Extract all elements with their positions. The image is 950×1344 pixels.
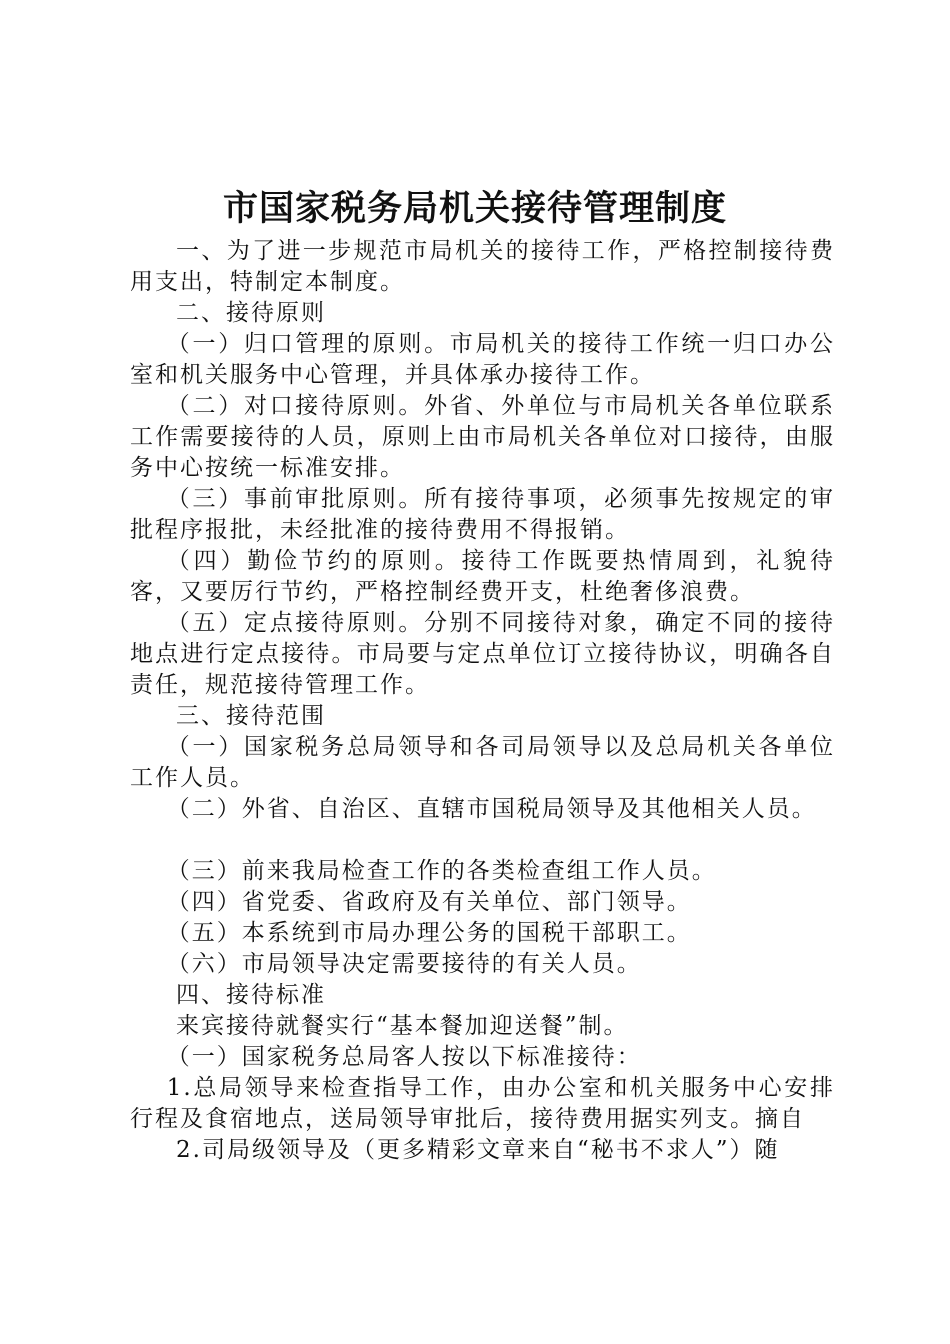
scope-1: （一）国家税务总局领导和各司局领导以及总局机关各单位工作人员。 (130, 734, 835, 791)
principle-4: （四）勤俭节约的原则。接待工作既要热情周到，礼貌待客，又要厉行节约，严格控制经费开支，杜绝奢侈浪费。 (130, 548, 835, 605)
standards-subitem-1: 1.总局领导来检查指导工作，由办公室和机关服务中心安排行程及食宿地点，送局领导审批后，接待费用据实列支。摘自 (130, 1075, 835, 1132)
principle-1: （一）归口管理的原则。市局机关的接待工作统一归口办公室和机关服务中心管理，并具体承办接待工作。 (130, 331, 835, 388)
section-heading-scope: 三、接待范围 (176, 703, 326, 729)
document-title: 市国家税务局机关接待管理制度 (222, 188, 727, 229)
scope-2: （二）外省、自治区、直辖市国税局领导及其他相关人员。 (166, 796, 817, 822)
standards-subitem-2: 2.司局级领导及（更多精彩文章来自“秘书不求人”）随 (176, 1137, 780, 1163)
blank-line (130, 825, 835, 856)
document-body (130, 236, 835, 1166)
scope-4: （四）省党委、省政府及有关单位、部门领导。 (166, 889, 692, 915)
standards-item-1: （一）国家税务总局客人按以下标准接待： (166, 1044, 642, 1070)
principle-5: （五）定点接待原则。分别不同接待对象，确定不同的接待地点进行定点接待。市局要与定点单位订立接待协议，明确各自责任，规范接待管理工作。 (130, 610, 835, 698)
section-heading-standards: 四、接待标准 (176, 982, 326, 1008)
scope-6: （六）市局领导决定需要接待的有关人员。 (166, 951, 642, 977)
principle-3: （三）事前审批原则。所有接待事项，必须事先按规定的审批程序报批，未经批准的接待费用不得报销。 (130, 486, 835, 543)
standards-intro: 来宾接待就餐实行“基本餐加迎送餐”制。 (176, 1013, 629, 1039)
scope-5: （五）本系统到市局办理公务的国税干部职工。 (166, 920, 692, 946)
scope-3: （三）前来我局检查工作的各类检查组工作人员。 (166, 858, 717, 884)
paragraph-purpose: 一、为了进一步规范市局机关的接待工作，严格控制接待费用支出，特制定本制度。 (130, 238, 835, 295)
section-heading-principles: 二、接待原则 (176, 300, 326, 326)
principle-2: （二）对口接待原则。外省、外单位与市局机关各单位联系工作需要接待的人员，原则上由市局机关各单位对口接待，由服务中心按统一标准安排。 (130, 393, 835, 481)
